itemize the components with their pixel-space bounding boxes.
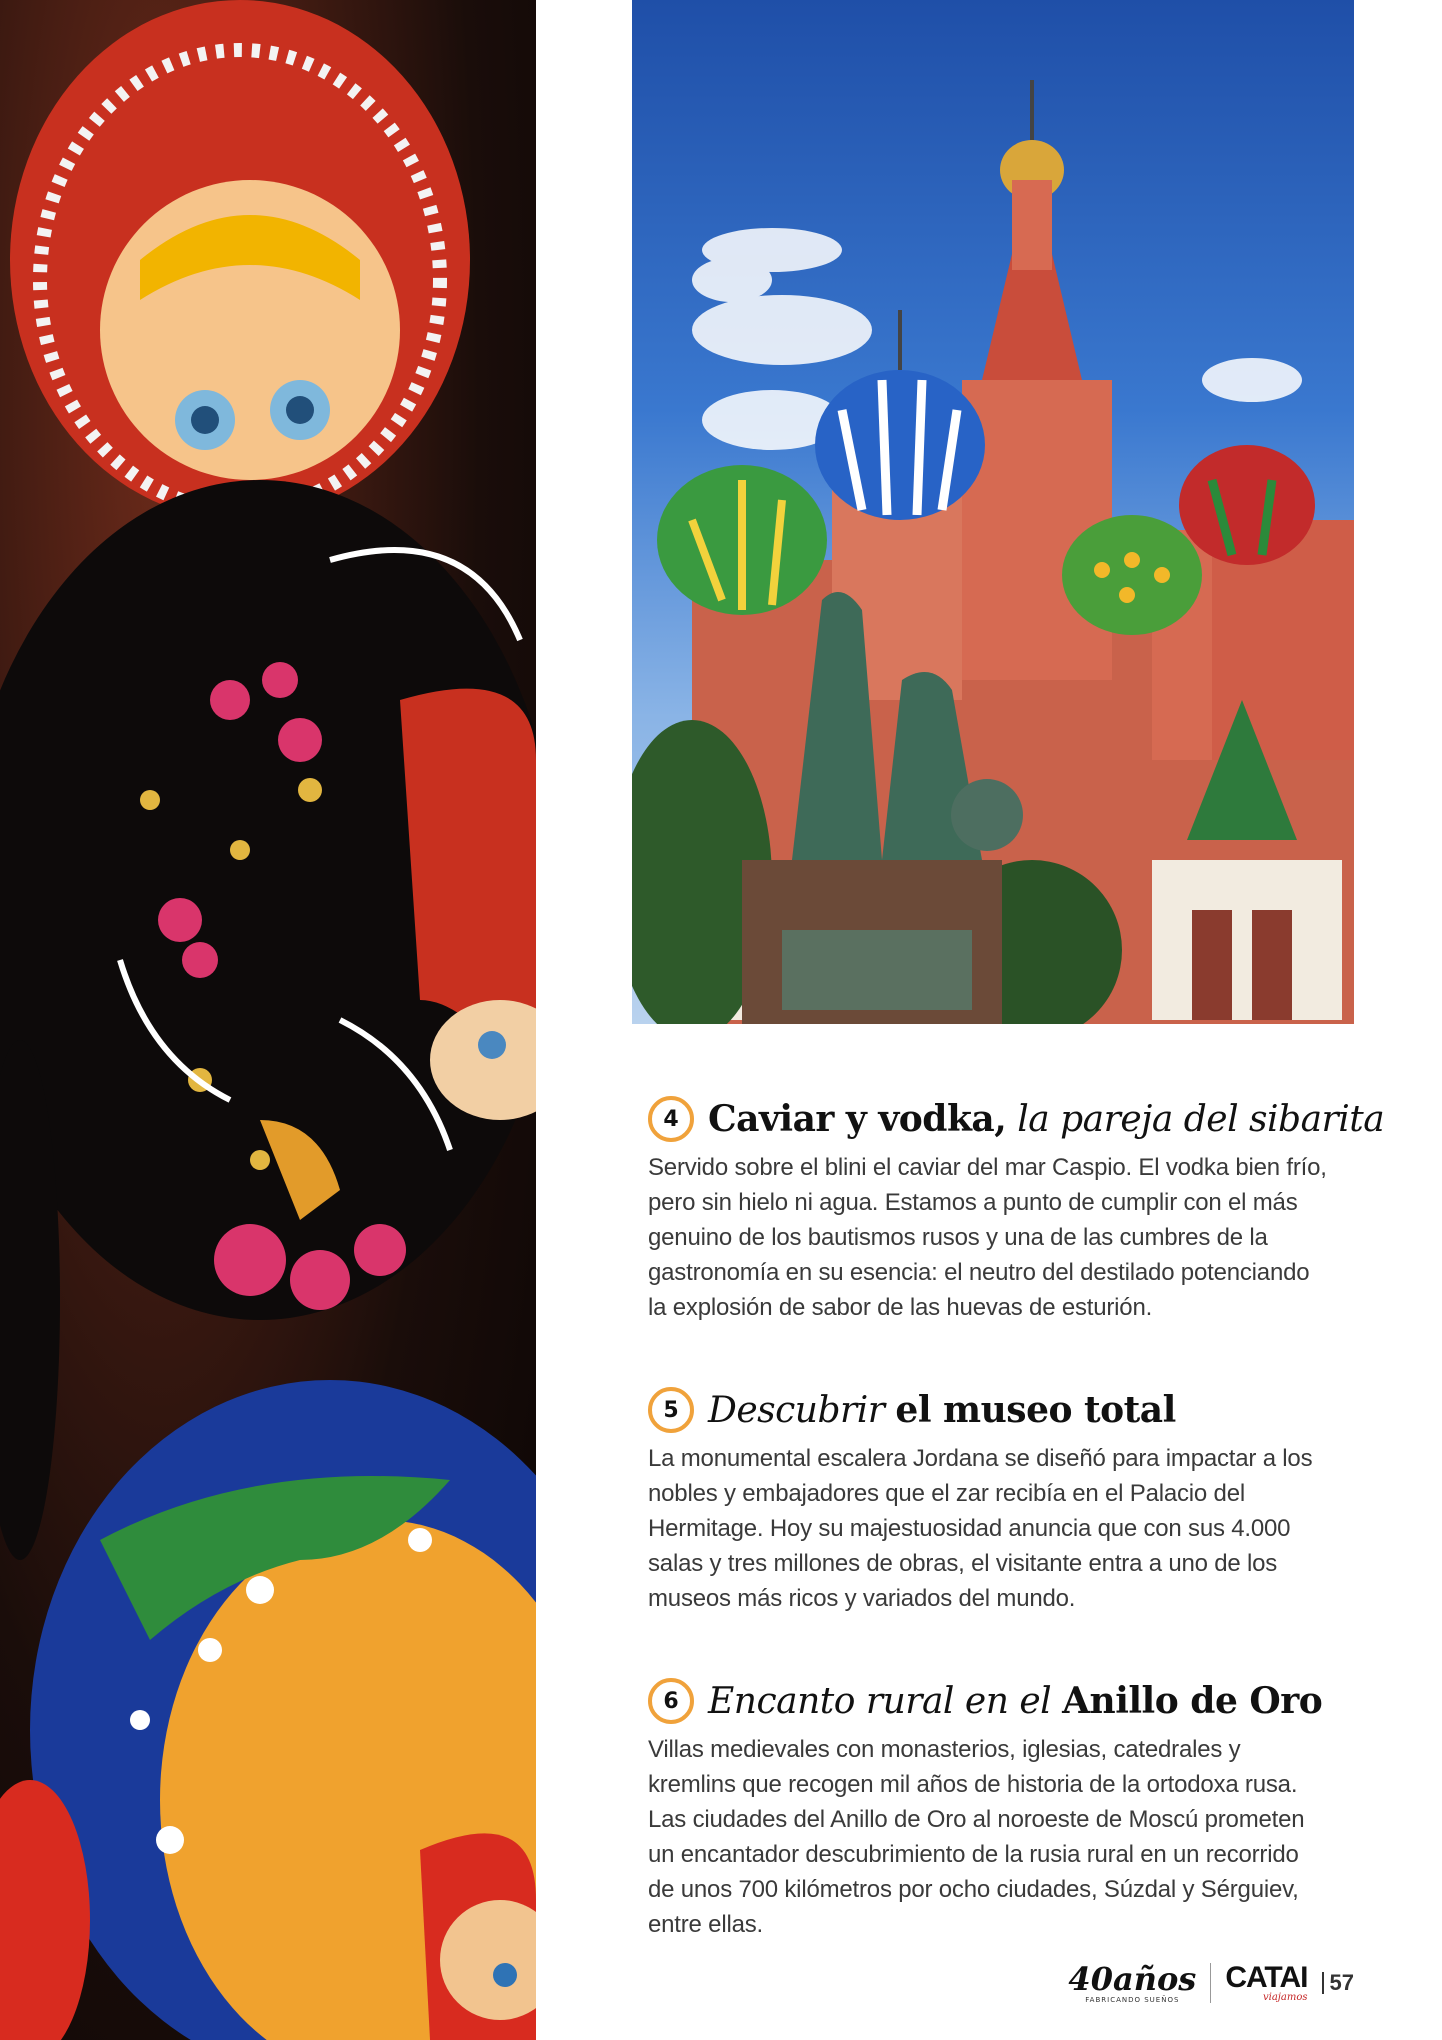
page-footer bbox=[1068, 1958, 1354, 2008]
page-number: 57 bbox=[1322, 1972, 1354, 1994]
matryoshka-dolls-photo bbox=[0, 0, 536, 2040]
section-5-heading bbox=[648, 1381, 1348, 1439]
anniversary-logo-text: 40años bbox=[1068, 1959, 1197, 1998]
section-body: Servido sobre el blini el caviar del mar Caspio. El vodka bien frío, pero sin hielo ni agua. Estamos a punto de cumplir con el más genuino de los bautismos rusos y una de las cumbres de la gastronomía en su esencia: el neutro del destilado potenciando la explosión de sabor de las huevas de esturión. bbox=[648, 1154, 1327, 1321]
section-title bbox=[708, 1098, 1384, 1140]
anniversary-tagline: FABRICANDO SUEÑOS bbox=[1085, 1995, 1180, 2004]
catai-logo-text: CATAI bbox=[1225, 1961, 1308, 1994]
title-bold: Caviar y vodka, bbox=[708, 1098, 1007, 1140]
section-title bbox=[708, 1680, 1322, 1722]
section-4 bbox=[648, 1090, 1385, 1325]
title-italic: Descubrir bbox=[708, 1390, 885, 1431]
section-number-badge: 6 bbox=[648, 1678, 694, 1724]
title-italic: la pareja del sibarita bbox=[1017, 1099, 1385, 1140]
section-number-badge: 5 bbox=[648, 1387, 694, 1433]
catai-tagline: viajamos bbox=[1263, 1992, 1308, 2003]
footer-divider bbox=[1210, 1963, 1211, 2003]
section-4-heading bbox=[648, 1090, 1385, 1148]
section-title bbox=[708, 1389, 1176, 1431]
section-6-heading bbox=[648, 1672, 1348, 1730]
section-5 bbox=[648, 1381, 1348, 1616]
title-bold: el museo total bbox=[895, 1389, 1176, 1431]
section-6 bbox=[648, 1672, 1348, 1942]
anniversary-logo bbox=[1068, 1959, 1197, 2004]
catai-logo bbox=[1225, 1963, 1307, 2003]
section-number-badge: 4 bbox=[648, 1096, 694, 1142]
sections bbox=[648, 1090, 1385, 1998]
section-body: La monumental escalera Jordana se diseñó para impactar a los nobles y embajadores que el zar recibía en el Palacio del Hermitage. Hoy su majestuosidad anuncia que con sus 4.000 salas y tres millones de obras, el visitante entra a uno de los museos más ricos y variados del mundo. bbox=[648, 1445, 1313, 1612]
section-body: Villas medievales con monasterios, iglesias, catedrales y kremlins que recogen mil años de historia de la ortodoxa rusa. Las ciudades del Anillo de Oro al noroeste de Moscú prometen un encantador descubrimiento de la rusia rural en un recorrido de unos 700 kilómetros por ocho ciudades, Súzdal y Sérguiev, entre ellas. bbox=[648, 1736, 1305, 1938]
title-italic: Encanto rural en el bbox=[708, 1681, 1052, 1722]
title-bold: Anillo de Oro bbox=[1062, 1680, 1323, 1722]
st-basils-cathedral-photo bbox=[632, 0, 1354, 1024]
